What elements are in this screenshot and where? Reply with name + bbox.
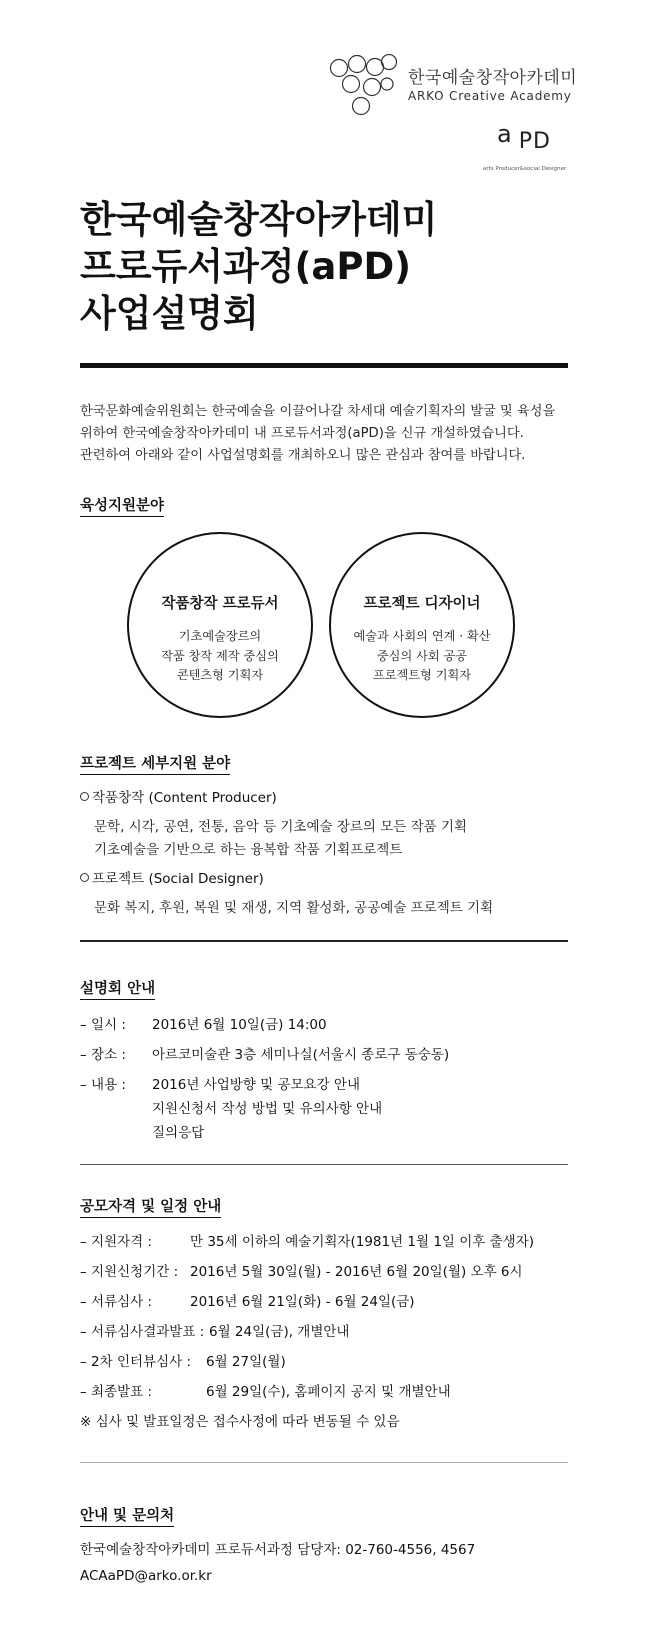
title-line-3: 사업설명회: [80, 292, 259, 335]
circle-desc-line: 중심의 사회 공공: [376, 648, 468, 663]
project-support-heading: 프로젝트 세부지원 분야: [80, 752, 230, 775]
schedule-document-review-value: 2016년 6월 21일(화) - 6월 24일(금): [190, 1294, 415, 1310]
apd-logo-pd: PD: [518, 129, 551, 154]
list-item-detail: 문학, 시각, 공연, 전통, 음악 등 기초예술 장르의 모든 작품 기획: [94, 819, 468, 835]
circle-description: [331, 627, 513, 686]
circle-title: 작품창작 프로듀서: [161, 596, 279, 612]
list-item-head: 프로젝트 (Social Designer): [92, 871, 264, 887]
title-line-2: 프로듀서과정(aPD): [80, 245, 412, 288]
briefing-content-value: 2016년 사업방향 및 공모요강 안내: [152, 1077, 361, 1093]
schedule-interview-value: 6월 27일(월): [206, 1354, 286, 1370]
list-item-content-producer: [80, 786, 277, 806]
contact-email[interactable]: ACAaPD@arko.or.kr: [80, 1568, 212, 1584]
circle-social-designer: [329, 532, 515, 718]
intro-line-3: 관련하여 아래와 같이 사업설명회를 개최하오니 많은 관심과 참여를 바랍니다.: [80, 448, 526, 463]
section-divider: [80, 1462, 568, 1463]
briefing-heading: 설명회 안내: [80, 977, 155, 1000]
briefing-date-label: – 일시 :: [80, 1017, 126, 1033]
logo-english-name: ARKO Creative Academy: [408, 89, 572, 103]
list-item-head: 작품창작 (Content Producer): [92, 790, 277, 806]
briefing-content-value: 지원신청서 작성 방법 및 유의사항 안내: [152, 1101, 383, 1117]
schedule-final-label: – 최종발표 :: [80, 1384, 153, 1400]
title-line-1: 한국예술창작아카데미: [80, 198, 438, 241]
briefing-place-value: 아르코미술관 3층 세미나실(서울시 종로구 동숭동): [152, 1047, 450, 1063]
logo-korean-name: 한국예술창작아카데미: [408, 68, 578, 88]
circle-desc-line: 프로젝트형 기획자: [372, 668, 472, 682]
title-divider: [80, 363, 568, 368]
circle-bullet-icon: [80, 873, 89, 882]
briefing-date-value: 2016년 6월 10일(금) 14:00: [152, 1017, 327, 1033]
contact-heading: 안내 및 문의처: [80, 1504, 174, 1527]
schedule-eligibility-label: – 지원자격 :: [80, 1234, 153, 1250]
schedule-document-review-label: – 서류심사 :: [80, 1294, 153, 1310]
schedule-interview-label: – 2차 인터뷰심사 :: [80, 1354, 192, 1370]
list-item-social-designer: [80, 867, 264, 887]
circle-desc-line: 기초예술장르의: [178, 629, 262, 643]
apd-logo: [497, 120, 551, 154]
page-title: [80, 196, 437, 337]
intro-line-1: 한국문화예술위원회는 한국예술을 이끌어나갈 차세대 예술기획자의 발굴 및 육성을: [80, 404, 556, 419]
arko-logo-circles: [329, 54, 399, 120]
apd-logo-subtitle: arts Producer&social Designer: [483, 166, 567, 172]
circle-desc-line: 예술과 사회의 연계 · 확산: [353, 629, 491, 643]
circle-title: 프로젝트 디자이너: [363, 596, 481, 612]
briefing-content-value: 질의응답: [152, 1125, 205, 1141]
briefing-content-label: – 내용 :: [80, 1077, 126, 1093]
list-item-detail: 문화 복지, 후원, 복원 및 재생, 지역 활성화, 공공예술 프로젝트 기획: [94, 900, 494, 916]
contact-phone: 한국예술창작아카데미 프로듀서과정 담당자: 02-760-4556, 4567: [80, 1542, 476, 1558]
section-divider: [80, 940, 568, 942]
schedule-note: ※ 심사 및 발표일정은 접수사정에 따라 변동될 수 있음: [80, 1414, 400, 1430]
briefing-place-label: – 장소 :: [80, 1047, 126, 1063]
schedule-application-value: 2016년 5월 30일(월) - 2016년 6월 20일(월) 오후 6시: [190, 1264, 523, 1280]
schedule-eligibility-value: 만 35세 이하의 예술기획자(1981년 1월 1일 이후 출생자): [190, 1234, 535, 1250]
section-divider: [80, 1164, 568, 1165]
schedule-final-value: 6월 29일(수), 홈페이지 공지 및 개별안내: [206, 1384, 451, 1400]
schedule-document-result-label: – 서류심사결과발표 :: [80, 1324, 205, 1340]
circle-desc-line: 작품 창작 제작 중심의: [161, 648, 279, 663]
circle-content-producer: [127, 532, 313, 718]
schedule-document-result-value: 6월 24일(금), 개별안내: [209, 1324, 350, 1340]
intro-line-2: 위하여 한국예술창작아카데미 내 프로듀서과정(aPD)을 신규 개설하였습니다.: [80, 426, 524, 441]
support-fields-heading: 육성지원분야: [80, 494, 164, 517]
list-item-detail: 기초예술을 기반으로 하는 융복합 작품 기획프로젝트: [94, 842, 403, 858]
circle-description: [129, 627, 311, 686]
circle-desc-line: 콘텐츠형 기획자: [176, 668, 264, 682]
schedule-application-label: – 지원신청기간 :: [80, 1264, 179, 1280]
intro-paragraph: [80, 401, 555, 467]
apd-logo-a: a: [497, 120, 513, 148]
circle-bullet-icon: [80, 792, 89, 801]
schedule-heading: 공모자격 및 일정 안내: [80, 1195, 221, 1218]
